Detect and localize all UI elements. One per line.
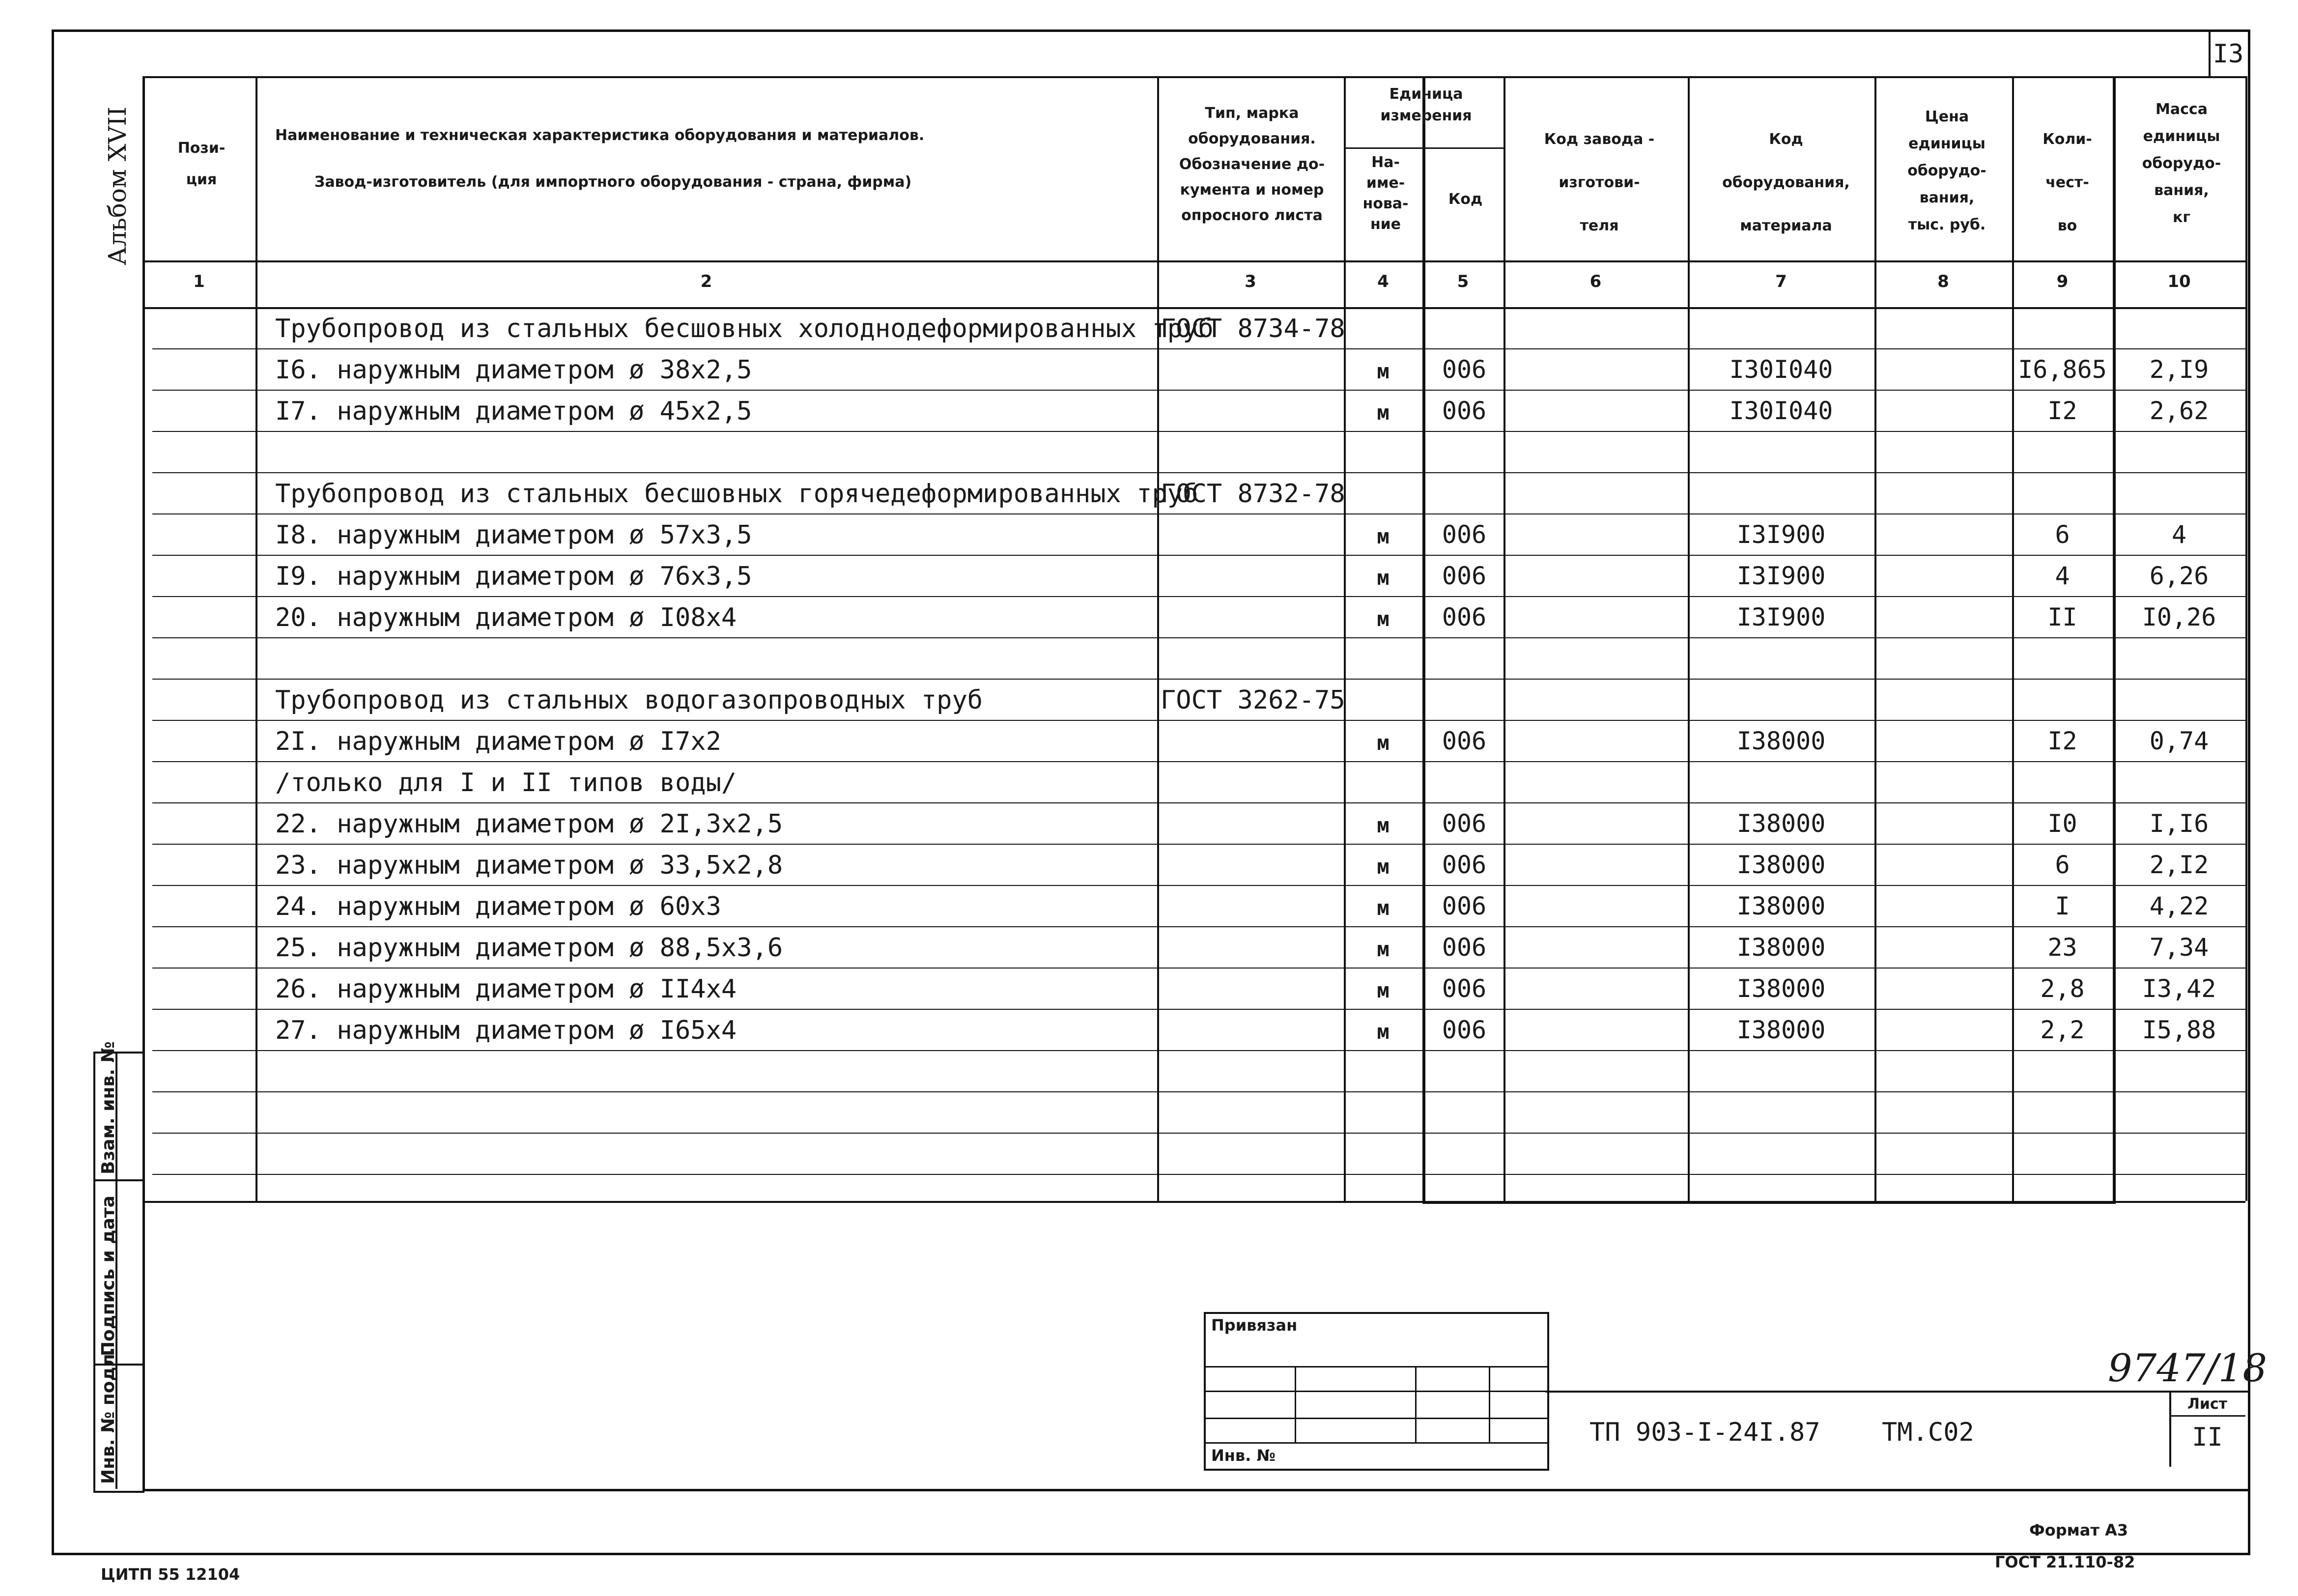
binding-line bbox=[1489, 1366, 1490, 1442]
binding-label: Привязан bbox=[1211, 1316, 1298, 1335]
row-material-code: I38000 bbox=[1736, 1016, 1826, 1044]
handwritten-number: 9747/18 bbox=[2108, 1346, 2268, 1391]
row-mass: 4 bbox=[2171, 520, 2187, 549]
row-material-code: I30I040 bbox=[1729, 397, 1833, 425]
column-number: 4 bbox=[1377, 272, 1389, 291]
row-quantity: 2,2 bbox=[2040, 1016, 2085, 1044]
row-material-code: I3I900 bbox=[1736, 603, 1826, 631]
row-divider bbox=[152, 555, 2245, 556]
format-label: Формат А3 bbox=[2029, 1521, 2128, 1539]
row-quantity: I0 bbox=[2047, 809, 2077, 838]
column-divider bbox=[255, 76, 257, 1201]
title-block-line bbox=[1545, 1391, 2248, 1393]
row-mass: I5,88 bbox=[2142, 1016, 2216, 1044]
row-unit: м bbox=[1377, 400, 1390, 425]
row-document: ГОСТ 3262-75 bbox=[1161, 685, 1345, 715]
row-unit-code: 006 bbox=[1442, 727, 1487, 755]
binding-line bbox=[1204, 1442, 1547, 1444]
row-divider bbox=[152, 720, 2245, 721]
row-material-code: I30I040 bbox=[1729, 355, 1833, 384]
header-unit-code: Код bbox=[1448, 191, 1483, 208]
row-divider bbox=[152, 1050, 2245, 1051]
column-number: 2 bbox=[700, 272, 712, 291]
column-number: 5 bbox=[1457, 272, 1469, 291]
column-number: 1 bbox=[193, 272, 205, 291]
row-name: 27. наружным диаметром ø I65х4 bbox=[275, 1016, 737, 1045]
column-divider bbox=[1504, 76, 1505, 1201]
row-mass: 2,I2 bbox=[2149, 851, 2209, 879]
binding-line bbox=[1204, 1366, 1547, 1368]
row-mass: 6,26 bbox=[2149, 562, 2209, 590]
row-unit: м bbox=[1377, 1020, 1390, 1044]
row-material-code: I38000 bbox=[1736, 727, 1826, 755]
row-unit-code: 006 bbox=[1442, 974, 1487, 1003]
citp-footer: ЦИТП 55 12104 bbox=[101, 1565, 240, 1584]
side-stamp-inv-podl: Инв. № подл. bbox=[98, 1347, 118, 1484]
row-document: ГОСТ 8732-78 bbox=[1161, 479, 1345, 509]
row-unit-code: 006 bbox=[1442, 562, 1487, 590]
column-number: 10 bbox=[2167, 272, 2191, 291]
row-divider bbox=[152, 513, 2245, 514]
sheet-list-divider bbox=[2169, 1415, 2245, 1417]
row-mass: I3,42 bbox=[2142, 974, 2216, 1003]
row-name: 22. наружным диаметром ø 2I,3х2,5 bbox=[275, 809, 783, 839]
doc-code: ТП 903-I-24I.87 bbox=[1589, 1418, 1820, 1447]
row-document: ГОСТ 8734-78 bbox=[1161, 314, 1345, 343]
row-material-code: I38000 bbox=[1736, 892, 1826, 920]
row-material-code: I3I900 bbox=[1736, 520, 1826, 549]
row-divider bbox=[152, 1091, 2245, 1092]
row-name: Трубопровод из стальных бесшовных горячедеформированных труб bbox=[275, 479, 1198, 509]
column-number: 6 bbox=[1589, 272, 1602, 291]
row-name: 20. наружным диаметром ø I08х4 bbox=[275, 603, 737, 632]
row-material-code: I3I900 bbox=[1736, 562, 1826, 590]
row-unit: м bbox=[1377, 896, 1390, 920]
binding-inv-label: Инв. № bbox=[1211, 1446, 1276, 1465]
row-quantity: 23 bbox=[2047, 933, 2077, 962]
row-quantity: I6,865 bbox=[2018, 355, 2107, 384]
header-name-line2: Завод-изготовитель (для импортного оборудования - страна, фирма) bbox=[314, 173, 912, 191]
header-material-code: Код оборудования, материала bbox=[1722, 131, 1850, 234]
table-top-border bbox=[142, 76, 2245, 78]
header-unit-group: Единица измерения bbox=[1380, 86, 1472, 124]
row-divider bbox=[152, 1133, 2245, 1134]
table-bottom-border bbox=[142, 1201, 2245, 1203]
row-name: /только для I и II типов воды/ bbox=[275, 768, 737, 798]
row-divider bbox=[152, 968, 2245, 969]
column-divider bbox=[2245, 76, 2247, 1201]
header-bottom-border bbox=[142, 260, 2245, 262]
row-material-code: I38000 bbox=[1736, 809, 1826, 838]
header-doc: Тип, марка оборудования. Обозначение до- кумента и номер опросного листа bbox=[1179, 105, 1325, 224]
row-unit-code: 006 bbox=[1442, 933, 1487, 962]
row-unit-code: 006 bbox=[1442, 851, 1487, 879]
row-divider bbox=[152, 637, 2245, 638]
row-mass: 4,22 bbox=[2149, 892, 2209, 920]
row-unit: м bbox=[1377, 978, 1390, 1002]
row-name: Трубопровод из стальных бесшовных холоднодеформированных труб bbox=[275, 314, 1214, 343]
column-number: 7 bbox=[1775, 272, 1787, 291]
sheet-list-label: Лист bbox=[2187, 1396, 2228, 1413]
row-name: 24. наружным диаметром ø 60х3 bbox=[275, 892, 721, 921]
header-unit-name: На- име- нова- ние bbox=[1362, 154, 1409, 233]
row-divider bbox=[152, 390, 2245, 391]
row-unit-code: 006 bbox=[1442, 1016, 1487, 1044]
binding-line bbox=[1295, 1366, 1296, 1442]
binding-line bbox=[1415, 1366, 1417, 1442]
row-unit-code: 006 bbox=[1442, 520, 1487, 549]
row-unit: м bbox=[1377, 855, 1390, 879]
sheet-number: I3 bbox=[2213, 39, 2244, 69]
row-divider bbox=[152, 596, 2245, 597]
row-name: 26. наружным диаметром ø II4х4 bbox=[275, 974, 737, 1004]
row-mass: I,I6 bbox=[2149, 809, 2209, 838]
column-number: 3 bbox=[1245, 272, 1256, 291]
row-mass: 2,62 bbox=[2149, 397, 2209, 425]
row-unit: м bbox=[1377, 937, 1390, 961]
row-divider bbox=[152, 802, 2245, 803]
row-divider bbox=[152, 761, 2245, 762]
column-numbers-border bbox=[142, 307, 2245, 309]
row-name: I7. наружным диаметром ø 45х2,5 bbox=[275, 397, 752, 426]
row-unit-code: 006 bbox=[1442, 397, 1487, 425]
row-divider bbox=[152, 472, 2245, 473]
row-unit: м bbox=[1377, 566, 1390, 590]
column-divider bbox=[142, 76, 144, 1201]
row-quantity: 6 bbox=[2055, 851, 2070, 879]
column-number: 8 bbox=[1937, 272, 1949, 291]
header-mass: Масса единицы оборудо- вания, кг bbox=[2142, 101, 2221, 226]
row-unit: м bbox=[1377, 524, 1390, 548]
row-name: 2I. наружным диаметром ø I7х2 bbox=[275, 727, 721, 756]
row-divider bbox=[152, 431, 2245, 432]
row-divider bbox=[152, 1174, 2245, 1175]
row-unit-code: 006 bbox=[1442, 603, 1487, 631]
row-unit: м bbox=[1377, 359, 1390, 383]
album-label: Альбом XVII bbox=[103, 106, 132, 265]
row-name: 25. наружным диаметром ø 88,5х3,6 bbox=[275, 933, 783, 963]
row-name: I8. наружным диаметром ø 57х3,5 bbox=[275, 520, 752, 550]
row-quantity: I2 bbox=[2047, 727, 2077, 755]
row-divider bbox=[152, 885, 2245, 886]
header-quantity: Коли- чест- во bbox=[2043, 131, 2092, 234]
side-stamp-vzam: Взам. инв. № bbox=[98, 1041, 118, 1174]
row-unit-code: 006 bbox=[1442, 355, 1487, 384]
row-quantity: 6 bbox=[2055, 520, 2070, 549]
row-mass: 2,I9 bbox=[2149, 355, 2209, 384]
row-quantity: 2,8 bbox=[2040, 974, 2085, 1003]
gost-footer: ГОСТ 21.110-82 bbox=[1995, 1553, 2135, 1571]
row-material-code: I38000 bbox=[1736, 974, 1826, 1003]
row-quantity: I bbox=[2055, 892, 2070, 920]
row-unit: м bbox=[1377, 607, 1390, 631]
sheet-list-value: II bbox=[2192, 1423, 2223, 1452]
row-divider bbox=[152, 348, 2245, 349]
side-stamp-divider bbox=[93, 1179, 142, 1181]
row-material-code: I38000 bbox=[1736, 933, 1826, 962]
row-unit-code: 006 bbox=[1442, 809, 1487, 838]
row-quantity: II bbox=[2047, 603, 2077, 631]
row-unit-code: 006 bbox=[1442, 892, 1487, 920]
row-name: I9. наружным диаметром ø 76х3,5 bbox=[275, 562, 752, 591]
row-divider bbox=[152, 926, 2245, 927]
side-stamp-signature: Подпись и дата bbox=[98, 1196, 118, 1356]
row-divider bbox=[152, 844, 2245, 845]
row-divider bbox=[152, 1009, 2245, 1010]
row-name: Трубопровод из стальных водогазопроводных труб bbox=[275, 685, 983, 715]
row-divider bbox=[152, 679, 2245, 680]
row-mass: 7,34 bbox=[2149, 933, 2209, 962]
doc-mark: ТМ.С02 bbox=[1882, 1418, 1974, 1447]
header-name-line1: Наименование и техническая характеристика оборудования и материалов. bbox=[275, 127, 925, 144]
column-divider bbox=[1157, 76, 1159, 1201]
column-number: 9 bbox=[2056, 272, 2069, 291]
row-unit: м bbox=[1377, 731, 1390, 755]
header-position: Пози- ция bbox=[177, 140, 226, 188]
row-mass: 0,74 bbox=[2149, 727, 2209, 755]
row-name: I6. наружным диаметром ø 38х2,5 bbox=[275, 355, 752, 385]
row-quantity: I2 bbox=[2047, 397, 2077, 425]
header-price: Цена единицы оборудо- вания, тыс. руб. bbox=[1907, 108, 1986, 233]
binding-line bbox=[1204, 1391, 1547, 1392]
binding-line bbox=[1204, 1418, 1547, 1419]
row-quantity: 4 bbox=[2055, 562, 2070, 590]
row-unit: м bbox=[1377, 813, 1390, 837]
row-material-code: I38000 bbox=[1736, 851, 1826, 879]
header-factory-code: Код завода - изготови- теля bbox=[1544, 131, 1655, 234]
row-name: 23. наружным диаметром ø 33,5х2,8 bbox=[275, 851, 783, 880]
row-mass: I0,26 bbox=[2142, 603, 2216, 631]
